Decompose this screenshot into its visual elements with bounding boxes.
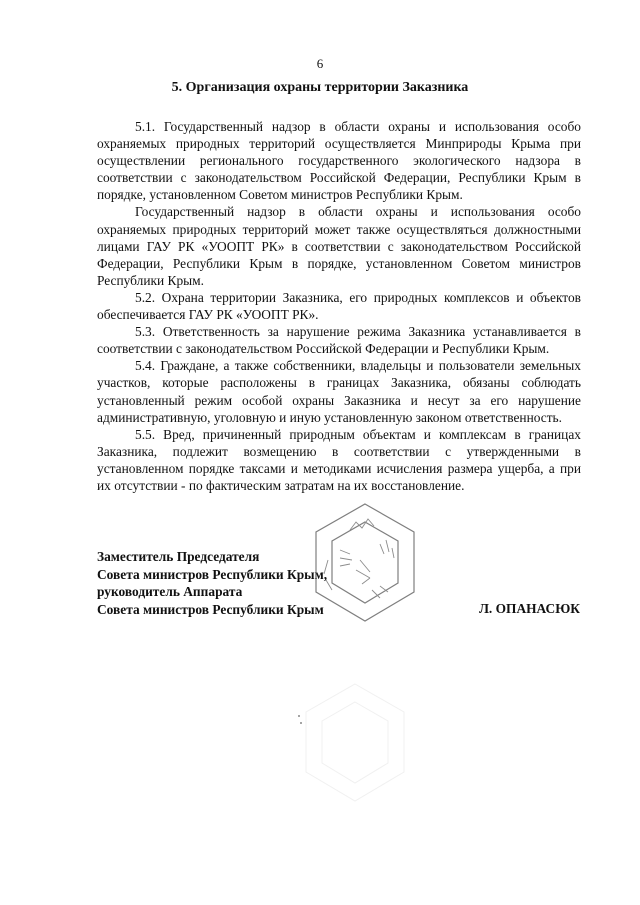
paragraph-5-1: 5.1. Государственный надзор в области охраны и использования особо охраняемых природных территорий осуществляется Минприроды Крыма при осуществлении регионального государственного экологического надзора в соответствии с законодательством Российской Федерации, Республики Крым в порядке, установленном Советом министров Республики Крым. [97,119,581,203]
scan-speck [298,715,300,717]
signer-name: Л. ОПАНАСЮК [478,601,580,616]
signature-title-line: Заместитель Председателя [97,549,260,564]
paragraph-5-4: 5.4. Граждане, а также собственники, владельцы и пользователи земельных участков, которые расположены в границах Заказника, обязаны соблюдать установленный режим особой охраны Заказника и несут за его нарушение административную, уголовную и иную установленную законом ответственность. [97,358,581,425]
faded-stamp-icon [300,680,410,805]
official-stamp-icon [310,500,420,625]
section-title: 5. Организация охраны территории Заказника [171,80,469,95]
page-number: 6 [316,56,324,71]
paragraph-supervision: Государственный надзор в области охраны и использования особо охраняемых природных территорий может также осуществляться должностными лицами ГАУ РК «УООПТ РК» в соответствии с законодательством Российской Федерации, Республики Крым в порядке, установленном Советом министров Республики Крым. [97,204,581,288]
body-text [97,118,581,494]
signature-title-line: Совета министров Республики Крым, [97,566,328,582]
signature-title-line: Совета министров Республики Крым [97,601,324,617]
signature-title-line: руководитель Аппарата [97,584,243,600]
paragraph-5-5: 5.5. Вред, причиненный природным объектам и комплексам в границах Заказника, подлежит возмещению в соответствии с утвержденными в установленном порядке таксами и методиками исчисления размера ущерба, а при их отсутствии - по фактическим затратам на их восстановление. [97,426,581,493]
scan-speck [300,722,302,724]
paragraph-5-3: 5.3. Ответственность за нарушение режима Заказника устанавливается в соответствии с законодательством Российской Федерации и Республики Крым. [97,324,581,357]
paragraph-5-2: 5.2. Охрана территории Заказника, его природных комплексов и объектов обеспечивается ГАУ РК «УООПТ РК». [97,289,581,323]
